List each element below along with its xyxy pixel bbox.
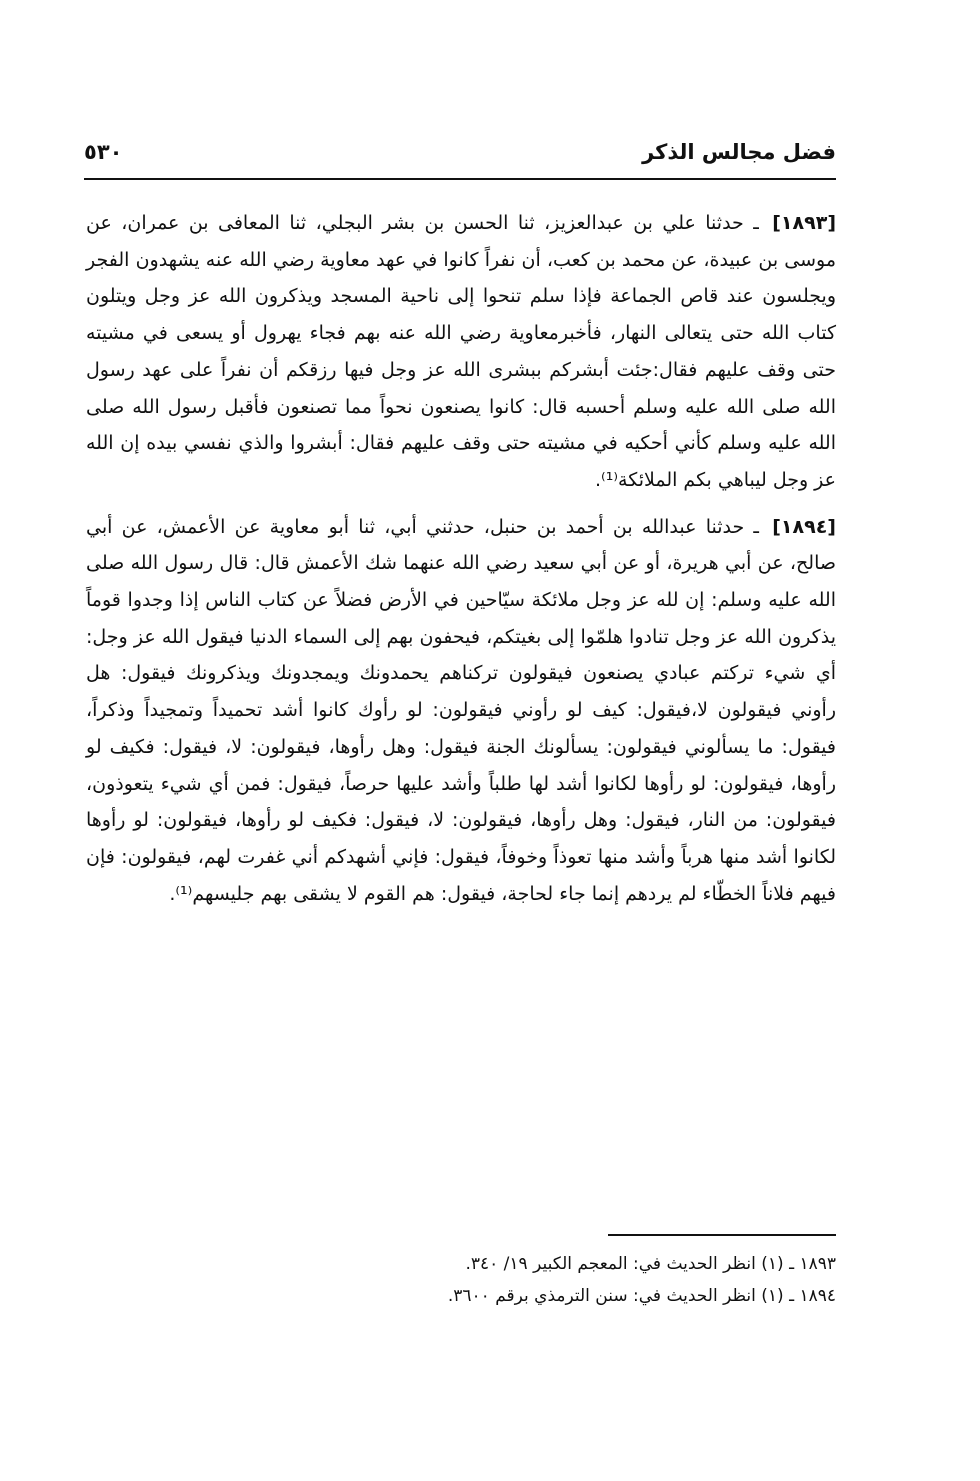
hadith-paragraph xyxy=(86,205,836,499)
chapter-title: فضل مجالس الذكر xyxy=(642,140,836,164)
footnote-divider xyxy=(608,1234,836,1236)
footnotes xyxy=(196,1248,836,1312)
hadith-text: ـ حدثنا عبدالله بن أحمد بن حنبل، حدثني أبي، ثنا أبو معاوية عن الأعمش، عن أبي صالح، عن أبي هريرة، أو عن أبي سعيد رضي الله عنهما شك الأعمش قال: قال رسول الله صلى الله عليه وسلم: إن لله عز وجل ملائكة سيّاحين في الأرض فضلاً عن كتاب الناس إذا وجدوا قوماً يذكرون الله عز وجل تنادوا هلمّوا إلى بغيتكم، فيحفون بهم إلى السماء الدنيا فيقول الله عز وجل: أي شيء تركتم عبادي يصنعون فيقولون تركناهم يحمدونك ويمجدونك ويذكرونك فيقول: هل رأوني فيقولون لا،فيقول: كيف لو رأوني فيقولون: لو رأوك كانوا أشد تحميداً وتمجيداً وذكراً، فيقول: ما يسألوني فيقولون: يسألونك الجنة فيقول: وهل رأوها، فيقولون: لا، فيقول: فكيف لو رأوها، فيقولون: لو رأوها لكانوا أشد لها طلباً وأشد عليها حرصاً، فيقول: فمن أي شيء يتعوذون، فيقولون: من النار، فيقول: وهل رأوها، فيقولون: لا، فيقول: فكيف لو رأوها، فيقولون: لو رأوها لكانوا أشد منها هرباً وأشد منها تعوذاً وخوفاً، فيقول: فإني أشهدكم أني غفرت لهم، فيقولون: فإن فيهم فلاناً الخطّاء لم يردهم إنما جاء لحاجة، فيقول: هم القوم لا يشقى بهم جليسهم⁽¹⁾. xyxy=(86,515,836,905)
page-header xyxy=(84,138,836,180)
footnote: ١٨٩٤ ـ (١) انظر الحديث في: سنن الترمذي برقم ٣٦٠٠. xyxy=(447,1286,836,1306)
page-number: ٥٣٠ xyxy=(84,140,123,164)
hadith-number: [١٨٩٣] xyxy=(772,212,836,234)
hadith-text: ـ حدثنا علي بن عبدالعزيز، ثنا الحسن بن بشر البجلي، ثنا المعافى بن عمران، عن موسى بن عبيدة، عن محمد بن كعب، أن نفراً كانوا في عهد معاوية رضي الله عنه يشهدون الفجر ويجلسون عند قاص الجماعة فإذا سلم تنحوا إلى ناحية المسجد ويذكرون الله عز وجل ويتلون كتاب الله حتى يتعالى النهار، فأخبرمعاوية رضي الله عنه بهم فجاء يهرول أو يسعى في مشيته حتى وقف عليهم فقال:جئت أبشركم ببشرى الله عز وجل فيها رزقكم أن نفراً على عهد رسول الله صلى الله عليه وسلم أحسبه قال: كانوا يصنعون نحواً مما تصنعون فأقبل رسول الله صلى الله عليه وسلم كأني أحكيه في مشيته حتى وقف عليهم فقال: أبشروا والذي نفسي بيده إن الله عز وجل ليباهي بكم الملائكة⁽¹⁾. xyxy=(86,212,836,491)
hadith-number: [١٨٩٤] xyxy=(772,515,836,538)
hadith-paragraph xyxy=(86,509,836,913)
footnote: ١٨٩٣ ـ (١) انظر الحديث في: المعجم الكبير ١٩/ ٣٤٠. xyxy=(465,1254,836,1274)
main-text xyxy=(86,205,836,922)
